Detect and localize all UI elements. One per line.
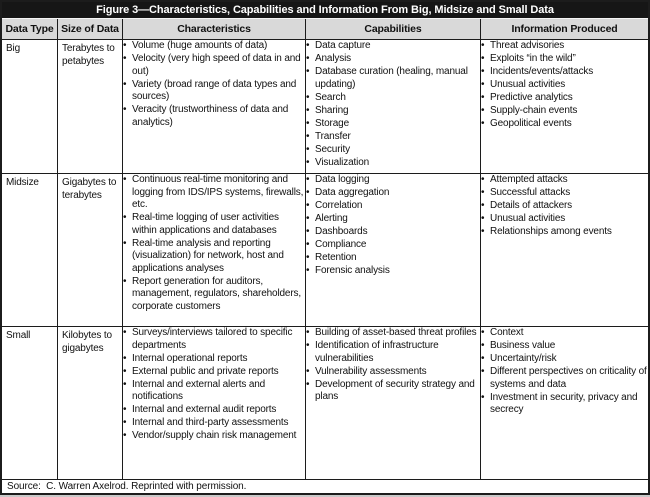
midsize-characteristics-list [123,174,305,326]
bullet-item: • Predictive analytics [481,92,648,105]
small-size-cell: Kilobytes to gigabytes [58,327,122,479]
source-note: Source: C. Warren Axelrod. Reprinted with permission. [2,480,648,493]
bullet-item: • Internal and third-party assessments [123,417,305,430]
column-header-size-of-data: Size of Data [58,19,122,39]
bullet-item: • Continuous real-time monitoring and logging from IDS/IPS systems, firewalls, etc. [123,174,305,212]
column-header-characteristics: Characteristics [123,19,305,39]
bullet-item: • Relationships among events [481,226,648,239]
bullet-item: • Successful attacks [481,187,648,200]
midsize-size-cell: Gigabytes to terabytes [58,174,122,326]
bullet-item: • Data logging [306,174,480,187]
bullet-item: • Internal and external audit reports [123,404,305,417]
bullet-item: • Internal operational reports [123,353,305,366]
data-table [2,19,648,493]
bullet-item: • Unusual activities [481,79,648,92]
small-characteristics-list [123,327,305,479]
bullet-item: • Supply-chain events [481,105,648,118]
bullet-item: • Forensic analysis [306,265,480,278]
bullet-item: • Transfer [306,131,480,144]
bullet-item: • Context [481,327,648,340]
bullet-item: • Vendor/supply chain risk management [123,430,305,443]
bullet-item: • Unusual activities [481,213,648,226]
bullet-item: • Uncertainty/risk [481,353,648,366]
column-header-capabilities: Capabilities [306,19,480,39]
bullet-item: • Investment in security, privacy and secrecy [481,392,648,417]
bullet-item: • Real-time analysis and reporting (visualization) for network, host and applications analyses [123,238,305,276]
small-information-list [481,327,648,479]
bullet-item: • Details of attackers [481,200,648,213]
small-capabilities-list [306,327,480,479]
bullet-item: • Sharing [306,105,480,118]
bullet-item: • Dashboards [306,226,480,239]
bullet-item: • Data capture [306,40,480,53]
bullet-item: • Attempted attacks [481,174,648,187]
bullet-item: • Retention [306,252,480,265]
bullet-item: • External public and private reports [123,366,305,379]
bullet-item: • Variety (broad range of data types and sources) [123,79,305,104]
bullet-item: • Surveys/interviews tailored to specific departments [123,327,305,352]
bullet-item: • Development of security strategy and plans [306,379,480,404]
midsize-information-list [481,174,648,326]
column-header-information-produced: Information Produced [481,19,648,39]
figure-title: Figure 3—Characteristics, Capabilities and Information From Big, Midsize and Small Data [2,2,648,19]
bullet-item: • Security [306,144,480,157]
bullet-item: • Report generation for auditors, management, regulators, shareholders, corporate customers [123,276,305,314]
midsize-data-type-cell: Midsize [2,174,57,326]
big-capabilities-list [306,40,480,173]
bullet-item: • Identification of infrastructure vulnerabilities [306,340,480,365]
bullet-item: • Search [306,92,480,105]
bullet-item: • Exploits “in the wild” [481,53,648,66]
big-information-list [481,40,648,173]
bullet-item: • Volume (huge amounts of data) [123,40,305,53]
bullet-item: • Data aggregation [306,187,480,200]
bullet-item: • Correlation [306,200,480,213]
bullet-item: • Building of asset-based threat profiles [306,327,480,340]
bullet-item: • Database curation (healing, manual updating) [306,66,480,91]
bullet-item: • Alerting [306,213,480,226]
bullet-item: • Threat advisories [481,40,648,53]
bullet-item: • Internal and external alerts and notifications [123,379,305,404]
big-characteristics-list [123,40,305,173]
bullet-item: • Storage [306,118,480,131]
bullet-item: • Real-time logging of user activities within applications and databases [123,212,305,237]
bullet-item: • Veracity (trustworthiness of data and analytics) [123,104,305,129]
bullet-item: • Analysis [306,53,480,66]
bullet-item: • Compliance [306,239,480,252]
column-header-data-type: Data Type [2,19,57,39]
bullet-item: • Business value [481,340,648,353]
small-data-type-cell: Small [2,327,57,479]
bullet-item: • Geopolitical events [481,118,648,131]
bullet-item: • Vulnerability assessments [306,366,480,379]
bullet-item: • Different perspectives on criticality of systems and data [481,366,648,391]
bullet-item: • Velocity (very high speed of data in and out) [123,53,305,78]
bullet-item: • Visualization [306,157,480,170]
big-size-cell: Terabytes to petabytes [58,40,122,173]
midsize-capabilities-list [306,174,480,326]
bullet-item: • Incidents/events/attacks [481,66,648,79]
big-data-type-cell: Big [2,40,57,173]
